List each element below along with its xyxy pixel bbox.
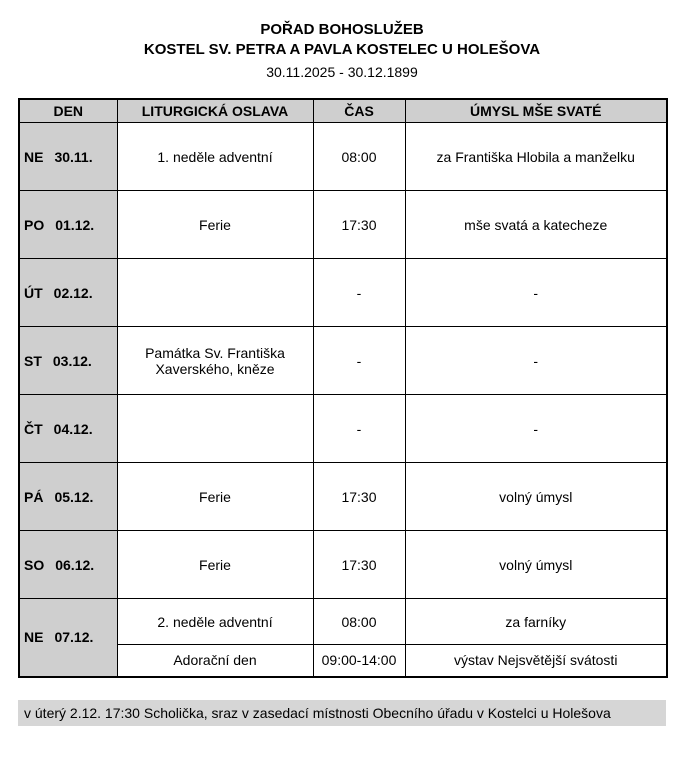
liturgical-cell: Památka Sv. Františka Xaverského, kněze [117,327,313,395]
intention-cell: - [405,327,667,395]
table-row [19,191,667,259]
intention-cell: za Františka Hlobila a manželku [405,123,667,191]
day-cell [19,327,117,395]
table-row [19,531,667,599]
liturgical-cell: Ferie [117,531,313,599]
liturgical-cell: 2. neděle adventní [117,599,313,645]
day-date: 04.12. [53,420,93,437]
day-date: 07.12. [54,629,94,646]
intention-cell: výstav Nejsvětější svátosti [405,645,667,677]
day-cell [19,599,117,677]
day-abbr: ST [24,352,42,369]
day-cell [19,463,117,531]
col-header-oslava: LITURGICKÁ OSLAVA [117,99,313,123]
liturgical-cell: 1. neděle adventní [117,123,313,191]
day-abbr: NE [24,629,44,646]
day-abbr: PÁ [24,488,44,505]
col-header-den: DEN [19,99,117,123]
table-row [19,259,667,327]
document-header [18,20,666,82]
day-abbr: ÚT [24,284,43,301]
day-cell [19,531,117,599]
day-abbr: ČT [24,420,43,437]
day-date: 30.11. [54,148,93,165]
time-cell: 08:00 [313,599,405,645]
liturgical-cell: Adorační den [117,645,313,677]
col-header-cas: ČAS [313,99,405,123]
time-cell: - [313,327,405,395]
day-date: 06.12. [55,556,95,573]
intention-cell: volný úmysl [405,463,667,531]
liturgical-cell: Ferie [117,463,313,531]
document-subtitle: KOSTEL SV. PETRA A PAVLA KOSTELEC U HOLEŠOVA [143,41,541,58]
liturgical-cell [117,395,313,463]
table-header-row [19,99,667,123]
table-row [19,395,667,463]
liturgical-cell: Ferie [117,191,313,259]
day-date: 01.12. [55,216,95,233]
day-date: 05.12. [54,488,94,505]
intention-cell: - [405,395,667,463]
time-cell: 09:00-14:00 [313,645,405,677]
time-cell: 17:30 [313,463,405,531]
intention-cell: - [405,259,667,327]
time-cell: 08:00 [313,123,405,191]
intention-cell: mše svatá a katecheze [405,191,667,259]
date-range: 30.11.2025 - 30.12.1899 [266,64,418,80]
day-date: 03.12. [52,352,92,369]
day-cell [19,191,117,259]
time-cell: - [313,395,405,463]
day-cell [19,259,117,327]
table-row [19,463,667,531]
col-header-umysl: ÚMYSL MŠE SVATÉ [405,99,667,123]
day-cell [19,123,117,191]
day-abbr: NE [24,148,44,165]
footer-note: v úterý 2.12. 17:30 Scholička, sraz v zasedací místnosti Obecního úřadu v Kostelci u Holešova [18,700,666,726]
table-row [19,123,667,191]
day-cell [19,395,117,463]
table-row [19,645,667,677]
day-date: 02.12. [53,284,93,301]
liturgical-cell [117,259,313,327]
intention-cell: volný úmysl [405,531,667,599]
time-cell: - [313,259,405,327]
day-abbr: SO [24,556,45,573]
intention-cell: za farníky [405,599,667,645]
table-row [19,599,667,645]
table-row [19,327,667,395]
time-cell: 17:30 [313,531,405,599]
schedule-table [18,98,668,678]
time-cell: 17:30 [313,191,405,259]
day-abbr: PO [24,216,45,233]
document-title: POŘAD BOHOSLUŽEB [260,21,424,38]
